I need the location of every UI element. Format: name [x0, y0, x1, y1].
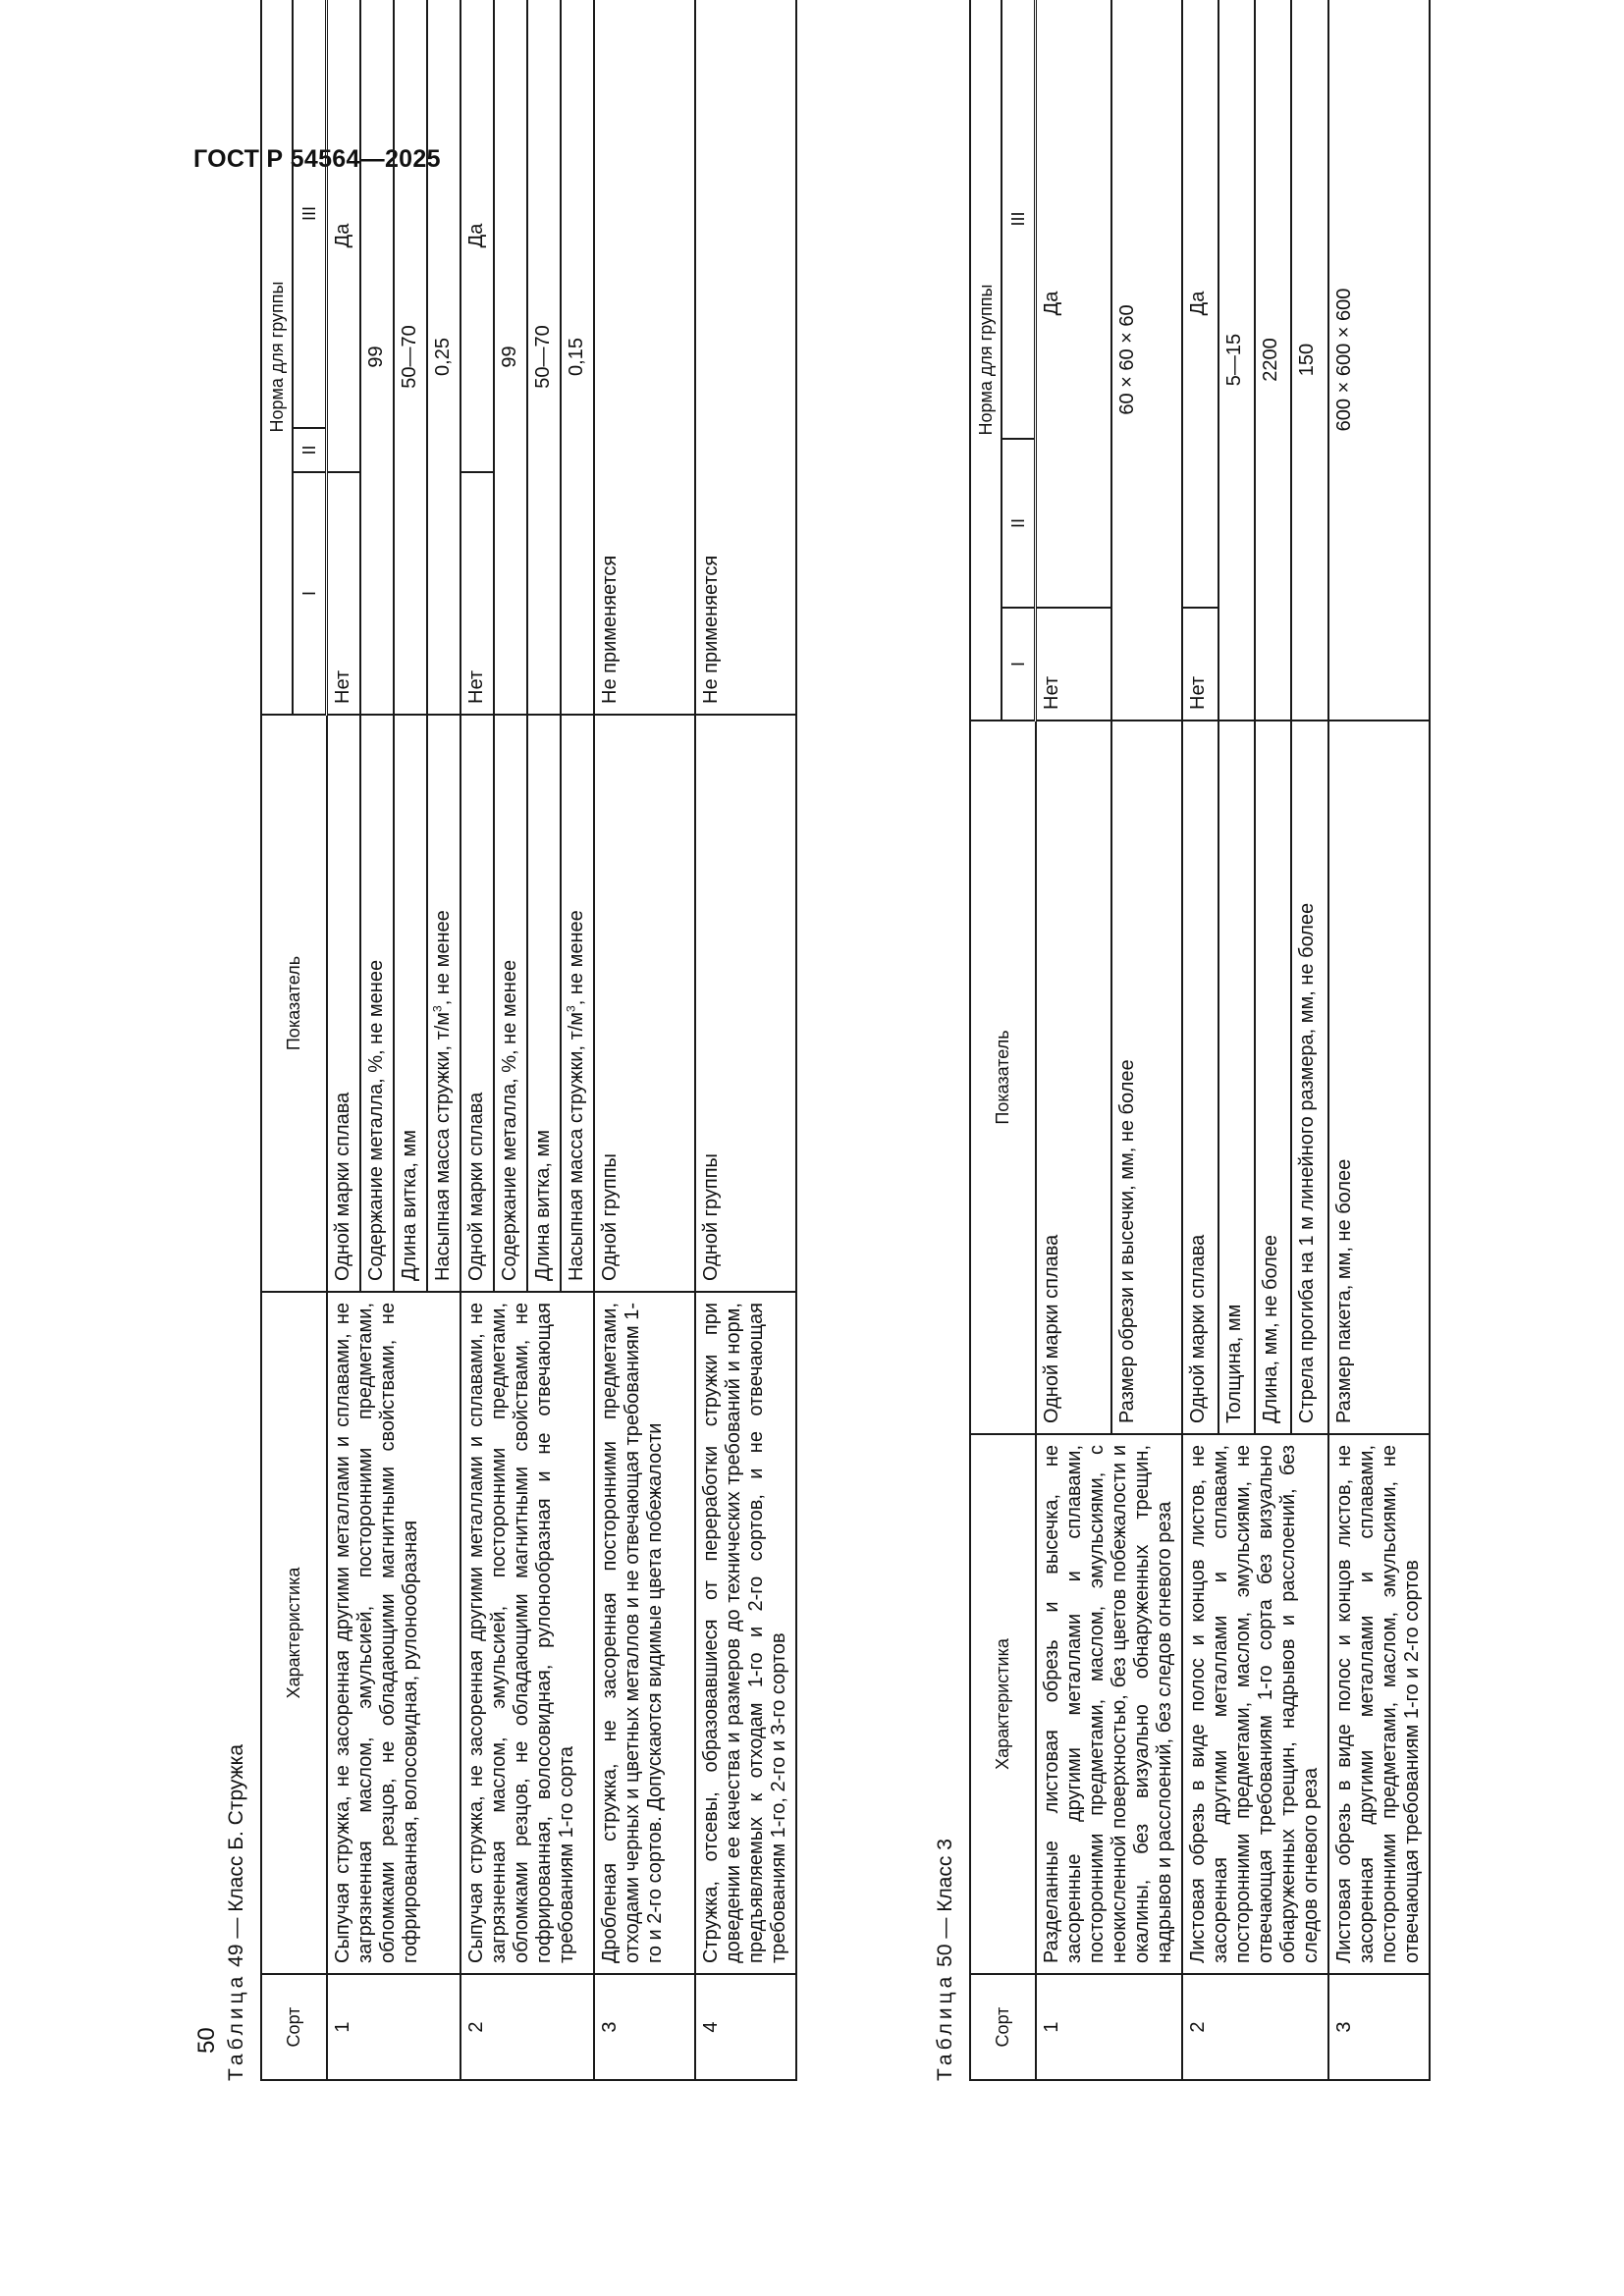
indicator-cell: Длина витка, мм	[527, 715, 561, 1292]
col-norm: Норма для группы	[261, 0, 293, 715]
characteristic-cell: Сыпучая стружка, не засоренная другими металлами и сплавами, не загрязненная маслом, эмульсией, посторонними предметами, обломками резцов, не обладающими магнитными свойствами, не гофрированная, волосовидная, рулонообразная	[327, 1292, 461, 1974]
sort-cell: 4	[695, 1974, 796, 2080]
table-50	[969, 0, 1431, 2081]
indicator-cell: Одной марки сплава	[460, 715, 494, 1292]
indicator-cell: Содержание металла, %, не менее	[494, 715, 527, 1292]
indicator-cell: Размер пакета, мм, не более	[1328, 721, 1430, 1434]
col-characteristic: Характеристика	[261, 1292, 327, 1974]
sort-cell: 1	[1036, 1974, 1182, 2080]
col-sort: Сорт	[261, 1974, 327, 2080]
sort-cell: 3	[594, 1974, 695, 2080]
col-group-1: I	[293, 472, 327, 715]
norm-cell: 0,25	[427, 0, 460, 715]
indicator-cell: Толщина, мм	[1218, 721, 1255, 1434]
indicator-cell: Насыпная масса стружки, $т/м^3$, не менее	[427, 715, 460, 1292]
table-50-block	[934, 0, 1624, 2081]
table-row	[1036, 0, 1112, 2080]
norm-cell: Нет	[1036, 608, 1112, 721]
norm-cell: 5—15	[1218, 0, 1255, 721]
indicator-cell: Размер обрези и высечки, мм, не более	[1111, 721, 1181, 1434]
page-number: 50	[193, 2027, 220, 2054]
col-characteristic: Характеристика	[970, 1434, 1036, 1974]
col-norm: Норма для группы	[970, 0, 1001, 721]
table-49	[260, 0, 797, 2081]
sort-cell: 3	[1328, 1974, 1430, 2080]
indicator-cell: Длина витка, мм	[394, 715, 427, 1292]
table-row	[594, 0, 695, 2080]
sort-cell: 2	[460, 1974, 594, 2080]
col-group-2: II	[1001, 439, 1036, 608]
characteristic-cell: Листовая обрезь в виде полос и концов листов, не засоренная другими металлами и сплавами, посторонними предметами, маслом, эмульсиями, не отвечающая требованиям 1-го сорта без визуально обнаруженных трещин, надрывов и расслоений, без следов огневого реза	[1182, 1434, 1328, 1974]
norm-cell: 50—70	[527, 0, 561, 715]
norm-cell: 60 × 60 × 60	[1111, 0, 1181, 721]
table-row	[1182, 0, 1218, 2080]
norm-cell: Не применяется	[594, 0, 695, 715]
indicator-cell: Одной группы	[594, 715, 695, 1292]
norm-cell: 2200	[1255, 0, 1291, 721]
indicator-cell: Одной марки сплава	[1036, 721, 1112, 1434]
table-row	[1328, 0, 1430, 2080]
norm-cell: Да	[327, 0, 361, 472]
norm-cell: 99	[360, 0, 394, 715]
indicator-cell: Насыпная масса стружки, $т/м^3$, не менее	[561, 715, 594, 1292]
characteristic-cell: Стружка, отсевы, образовавшиеся от переработки стружки при доведении ее качества и размеров до технических требований и норм, предъявляемых к отходам 1-го и 2-го сортов, и не отвечающая требованиям 1-го, 2-го и 3-го сортов	[695, 1292, 796, 1974]
table-50-caption: Таблица 50 — Класс 3	[934, 1839, 956, 2081]
norm-cell: Да	[1182, 0, 1218, 608]
sort-cell: 1	[327, 1974, 461, 2080]
norm-cell: 0,15	[561, 0, 594, 715]
norm-cell: 99	[494, 0, 527, 715]
table-49-caption: Таблица 49 — Класс Б. Стружка	[225, 1744, 247, 2081]
norm-cell: Нет	[327, 472, 361, 715]
col-group-2: II	[293, 428, 327, 472]
table-row	[695, 0, 796, 2080]
characteristic-cell: Сыпучая стружка, не засоренная другими металлами и сплавами, не загрязненная маслом, эмульсией, посторонними предметами, обломками резцов, не обладающими магнитными свойствами, не гофрированная, волосовидная, рулонообразная и не отвечающая требованиям 1-го сорта	[460, 1292, 594, 1974]
norm-cell: Да	[460, 0, 494, 472]
norm-cell: 600 × 600 × 600	[1328, 0, 1430, 721]
characteristic-cell: Листовая обрезь в виде полос и концов листов, не засоренная другими металлами и сплавами, посторонними предметами, маслом, эмульсиями, не отвечающая требованиям 1-го и 2-го сортов	[1328, 1434, 1430, 1974]
indicator-cell: Содержание металла, %, не менее	[360, 715, 394, 1292]
col-sort: Сорт	[970, 1974, 1036, 2080]
col-group-1: I	[1001, 608, 1036, 721]
indicator-cell: Одной группы	[695, 715, 796, 1292]
table-row	[460, 0, 494, 2080]
table-row	[327, 0, 361, 2080]
indicator-cell: Стрела прогиба на 1 м линейного размера, мм, не более	[1291, 721, 1327, 1434]
norm-cell: Нет	[460, 472, 494, 715]
col-indicator: Показатель	[970, 721, 1036, 1434]
indicator-cell: Длина, мм, не более	[1255, 721, 1291, 1434]
norm-cell: 150	[1291, 0, 1327, 721]
indicator-cell: Одной марки сплава	[327, 715, 361, 1292]
sort-cell: 2	[1182, 1974, 1328, 2080]
col-group-3: III	[1001, 0, 1036, 439]
document-code: ГОСТ Р 54564—2025	[193, 145, 441, 173]
indicator-cell: Одной марки сплава	[1182, 721, 1218, 1434]
characteristic-cell: Разделанные листовая обрезь и высечка, не засоренные другими металлами и сплавами, посторонними предметами, маслом, эмульсиями, с неокисленной поверхностью, без цветов побежалости и окалины, без визуально обнаруженных трещин, надрывов и расслоений, без следов огневого реза	[1036, 1434, 1182, 1974]
norm-cell: Нет	[1182, 608, 1218, 721]
norm-cell: Да	[1036, 0, 1112, 608]
norm-cell: 50—70	[394, 0, 427, 715]
col-indicator: Показатель	[261, 715, 327, 1292]
col-group-3: III	[293, 0, 327, 428]
norm-cell: Не применяется	[695, 0, 796, 715]
characteristic-cell: Дробленая стружка, не засоренная посторонними предметами, отходами черных и цветных металлов и не отвечающая требованиям 1-го и 2-го сортов. Допускаются видимые цвета побежалости	[594, 1292, 695, 1974]
